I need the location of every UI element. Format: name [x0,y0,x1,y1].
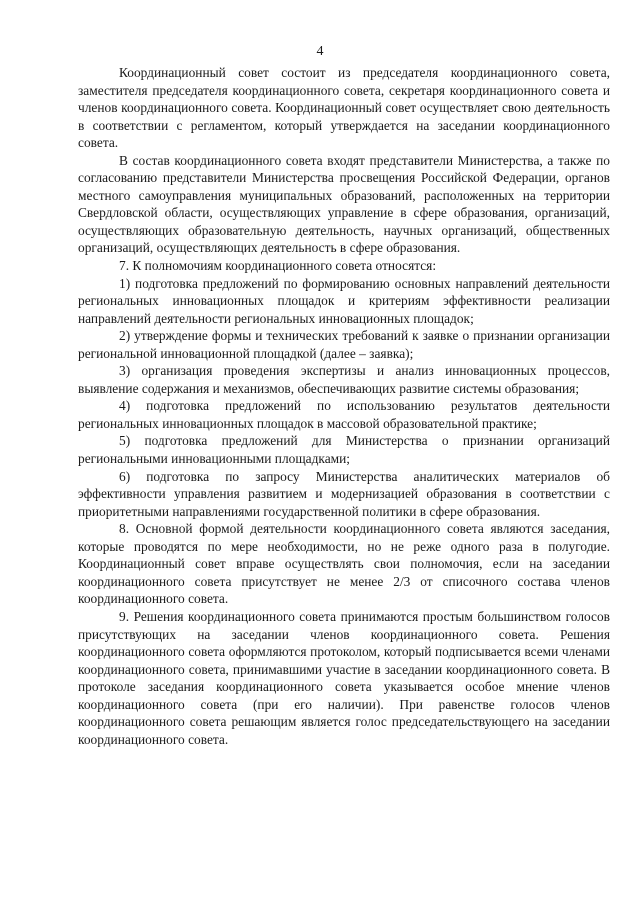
list-item-7-4: 4) подготовка предложений по использованию результатов деятельности региональных инновационных площадок в массовой образовательной практике; [78,398,610,431]
paragraph-council-composition: Координационный совет состоит из председателя координационного совета, заместителя председателя координационного совета, секретаря координационного совета и членов координационного совета. Координационный совет осуществляет свою деятельность в соответствии с регламентом, который утверждается на заседании координационного совета. [78,65,610,151]
list-item-7-2: 2) утверждение формы и технических требований к заявке о признании организации региональной инновационной площадкой (далее – заявка); [78,328,610,361]
paragraph-item-9: 9. Решения координационного совета принимаются простым большинством голосов присутствующих на заседании членов координационного совета. Решения координационного совета оформляются протоколом, который подписывается всеми членами координационного совета, принимавшими участие в заседании координационного совета. В протоколе заседания координационного совета указывается особое мнение членов координационного совета (при его наличии). При равенстве голосов членов координационного совета решающим является голос председательствующего на заседании координационного совета. [78,608,610,747]
paragraph-item-8: 8. Основной формой деятельности координационного совета являются заседания, которые проводятся по мере необходимости, но не реже одного раза в полугодие. Координационный совет вправе осуществлять свои полномочия, если на заседании координационного совета присутствует не менее 2/3 от списочного состава членов координационного совета. [78,521,610,607]
paragraph-council-members: В состав координационного совета входят представители Министерства, а также по согласованию представители Министерства просвещения Российской Федерации, органов местного самоуправления муниципальных образований, расположенных на территории Свердловской области, осуществляющих управление в сфере образования, организаций, осуществляющих образовательную деятельность, научных организаций, общественных организаций, осуществляющих деятельность в сфере образования. [78,152,610,256]
page-number: 4 [316,44,324,59]
list-item-7-6: 6) подготовка по запросу Министерства аналитических материалов об эффективности управления развитием и модернизацией образования в соответствии с приоритетными направлениями государственной политики в сфере образования. [78,468,610,519]
document-body [78,64,610,748]
list-item-7-3: 3) организация проведения экспертизы и анализ инновационных процессов, выявление содержания и механизмов, обеспечивающих развитие системы образования; [78,363,610,396]
list-item-7-1: 1) подготовка предложений по формированию основных направлений деятельности региональных инновационных площадок и критериям эффективности реализации направлений деятельности региональных инновационных площадок; [78,275,610,326]
paragraph-item-7-heading: 7. К полномочиям координационного совета относятся: [119,258,437,274]
list-item-7-5: 5) подготовка предложений для Министерства о признании организаций региональными инновационными площадками; [78,433,610,467]
